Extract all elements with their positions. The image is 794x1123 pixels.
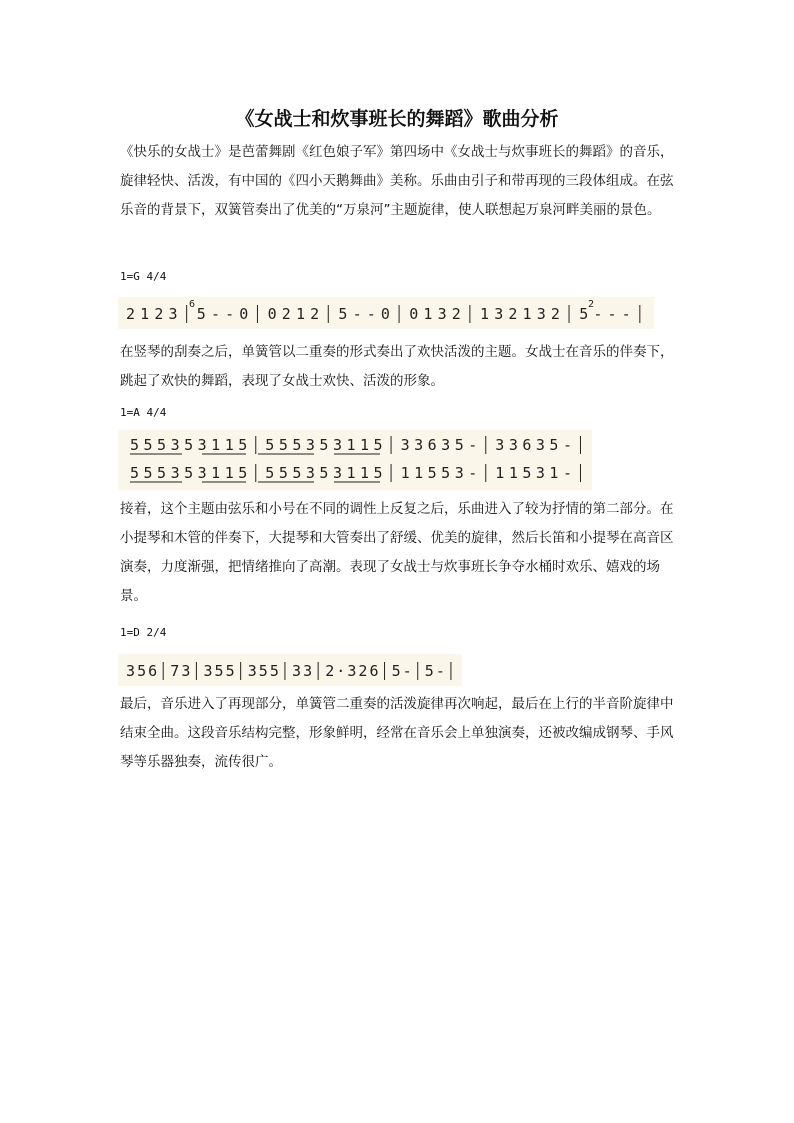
score-note: ·	[336, 662, 346, 680]
score-note: 3	[536, 305, 546, 323]
score-note: 3	[437, 305, 447, 323]
score-note: -	[402, 662, 412, 680]
score-note: 6	[522, 436, 532, 454]
score-note: 5	[319, 464, 329, 482]
score-note: 5	[373, 436, 383, 454]
score-note: 2	[508, 305, 518, 323]
score-note: 3	[305, 436, 315, 454]
score-note: 5	[265, 464, 275, 482]
score-note: 5	[137, 662, 147, 680]
score-note: 1	[480, 305, 490, 323]
score-note: 2	[325, 662, 335, 680]
score-note: 3	[400, 436, 410, 454]
score-note: -	[468, 436, 478, 454]
score-note: 5	[130, 436, 140, 454]
score-note: -	[468, 464, 478, 482]
score-note: 0	[267, 305, 277, 323]
score-1-svg	[118, 297, 654, 329]
score-note: -	[366, 305, 376, 323]
score-note: 3	[126, 662, 136, 680]
score-note: 3	[535, 436, 545, 454]
score-excerpt-3	[118, 654, 462, 686]
score-note: 1	[224, 464, 234, 482]
score-3-notes	[126, 662, 451, 680]
score-note: 5	[319, 436, 329, 454]
score-note: 5	[441, 464, 451, 482]
score-note: 1	[295, 305, 305, 323]
score-2-line-2	[130, 464, 580, 482]
score-2-line-1	[130, 436, 580, 454]
score-excerpt-2	[118, 430, 592, 490]
score-note: 3	[181, 662, 191, 680]
paragraph-second-part: 接着，这个主题由弦乐和小号在不同的调性上反复之后，乐曲进入了较为抒情的第二部分。在小提琴和木管的伴奏下，大提琴和大管奏出了舒缓、优美的旋律，然后长笛和小提琴在高音区演奏，力度渐强，把情绪推向了高潮。表现了女战士与炊事班长争夺水桶时欢乐、嬉戏的场景。	[120, 501, 674, 604]
score-note: 2	[154, 305, 164, 323]
score-note: -	[352, 305, 362, 323]
score-note: 2	[310, 305, 320, 323]
paragraph-intro: 《快乐的女战士》是芭蕾舞剧《红色娘子军》第四场中《女战士与炊事班长的舞蹈》的音乐，旋律轻快、活泼，有中国的《四小天鹅舞曲》美称。乐曲由引子和带再现的三段体组成。在弦乐音的背景下，双簧管奏出了优美的“万泉河”主题旋律，使人联想起万泉河畔美丽的景色。	[120, 144, 674, 218]
score-note: 3	[414, 436, 424, 454]
score-note: 5	[238, 464, 248, 482]
score-note: 1	[346, 436, 356, 454]
score-note: 3	[495, 436, 505, 454]
score-note: 1	[508, 464, 518, 482]
score-note: 1	[211, 436, 221, 454]
score-note: 3	[303, 662, 313, 680]
score-note: 1	[360, 436, 370, 454]
score-note: 3	[170, 436, 180, 454]
score-note: 5	[157, 436, 167, 454]
score-note: 5	[196, 305, 206, 323]
score-note: 3	[508, 436, 518, 454]
score-note: 5	[373, 464, 383, 482]
score-note: 2	[451, 305, 461, 323]
score-note: 1	[211, 464, 221, 482]
score-note: 1	[549, 464, 559, 482]
score-note: 2	[358, 662, 368, 680]
score-note: 1	[360, 464, 370, 482]
score-note: 3	[168, 305, 178, 323]
score-note: 1	[414, 464, 424, 482]
score-note: 5	[278, 436, 288, 454]
score-note: 1	[423, 305, 433, 323]
score-note: 3	[305, 464, 315, 482]
score-excerpt-1	[118, 297, 654, 329]
score-note: 6	[369, 662, 379, 680]
score-note: -	[225, 305, 235, 323]
score-note: 5	[143, 436, 153, 454]
score-note: 1	[224, 436, 234, 454]
paragraph-recap: 最后，音乐进入了再现部分，单簧管二重奏的活泼旋律再次响起，最后在上行的半音阶旋律中结束全曲。这段音乐结构完整，形象鲜明，经常在音乐会上单独演奏，还被改编成钢琴、手风琴等乐器独奏，流传很广。	[120, 696, 674, 770]
score-note: -	[621, 305, 631, 323]
score-note: 1	[140, 305, 150, 323]
score-note: 5	[214, 662, 224, 680]
score-note: 5	[225, 662, 235, 680]
score-note: 3	[494, 305, 504, 323]
score-note: 1	[346, 464, 356, 482]
score-note: 3	[441, 436, 451, 454]
score-note: 3	[535, 464, 545, 482]
score-note: 5	[143, 464, 153, 482]
score-note: 5	[292, 464, 302, 482]
score-note: 1	[400, 464, 410, 482]
score-note: 2	[550, 305, 560, 323]
score-note: 5	[579, 305, 589, 323]
score-note: 3	[203, 662, 213, 680]
score-note: 0	[380, 305, 390, 323]
score-note: 3	[292, 662, 302, 680]
score-note: 1	[495, 464, 505, 482]
score-note: 5	[157, 464, 167, 482]
score-note: -	[435, 662, 445, 680]
score-note: 3	[347, 662, 357, 680]
score-note: 7	[170, 662, 180, 680]
score-note: 5	[130, 464, 140, 482]
grace-note: 2	[588, 299, 595, 310]
score-note: 5	[238, 436, 248, 454]
score-note: -	[593, 305, 603, 323]
score-note: 5	[265, 436, 275, 454]
score-note: -	[210, 305, 221, 323]
score-note: 2	[126, 305, 136, 323]
score-note: 5	[338, 305, 348, 323]
score-note: 6	[427, 436, 437, 454]
grace-note: 6	[189, 299, 196, 310]
score-note: 5	[427, 464, 437, 482]
score-note: -	[562, 436, 572, 454]
score-note: 1	[522, 305, 532, 323]
score-note: 0	[239, 305, 249, 323]
score-note: 3	[247, 662, 257, 680]
score-3-svg	[118, 654, 462, 686]
score-note: 6	[148, 662, 158, 680]
score-note: 3	[197, 464, 207, 482]
score-note: 5	[184, 436, 194, 454]
score-note: 5	[454, 436, 464, 454]
score-2-svg	[118, 430, 592, 490]
key-signature-2: 1=A 4/4	[120, 406, 167, 419]
score-note: 5	[391, 662, 401, 680]
score-note: 3	[332, 436, 342, 454]
score-note: 3	[332, 464, 342, 482]
score-note: 5	[522, 464, 532, 482]
score-note: 2	[281, 305, 291, 323]
score-note: 5	[278, 464, 288, 482]
paragraph-theme: 在竖琴的刮奏之后，单簧管以二重奏的形式奏出了欢快活泼的主题。女战士在音乐的伴奏下，跳起了欢快的舞蹈，表现了女战士欢快、活泼的形象。	[120, 344, 674, 389]
score-note: 3	[454, 464, 464, 482]
score-note: 5	[549, 436, 559, 454]
score-note: 5	[269, 662, 279, 680]
score-note: -	[607, 305, 617, 323]
score-1-notes	[126, 305, 640, 323]
score-note: 5	[292, 436, 302, 454]
score-note: 5	[184, 464, 194, 482]
score-note: 0	[409, 305, 419, 323]
key-signature-1: 1=G 4/4	[120, 270, 167, 283]
score-note: 5	[258, 662, 268, 680]
score-note: 3	[170, 464, 180, 482]
score-note: 3	[197, 436, 207, 454]
key-signature-3: 1=D 2/4	[120, 626, 167, 639]
score-note: -	[562, 464, 572, 482]
page-title: 《女战士和炊事班长的舞蹈》歌曲分析	[235, 108, 559, 130]
score-note: 5	[424, 662, 434, 680]
